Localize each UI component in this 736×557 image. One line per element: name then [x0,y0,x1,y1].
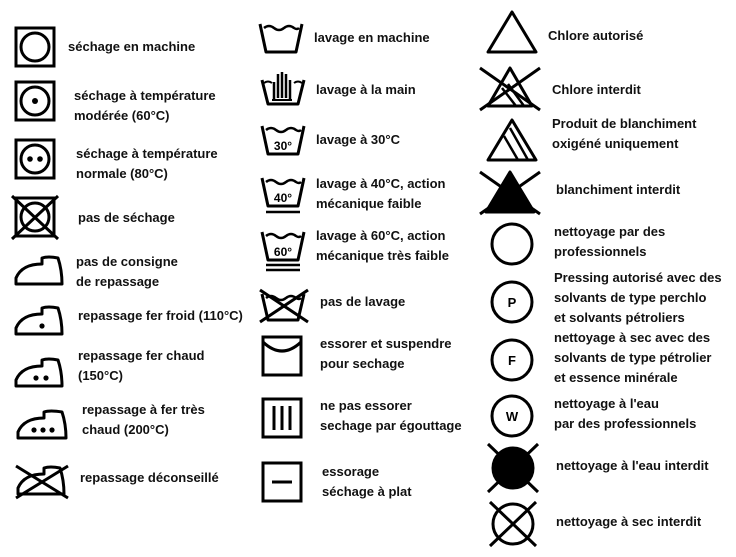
solvent-letter-f: F [508,353,516,368]
wash-temp-60: 60° [273,245,293,259]
label-no-dry: pas de séchage [78,210,175,225]
label-dry-clean-f: nettoyage à sec avec des solvants de type pétrolier et essence minérale [554,330,712,385]
no-wash-icon [256,286,312,324]
iron-icon [12,252,66,288]
bleach-allowed-icon [484,8,540,56]
professional-clean-icon [488,220,536,268]
solvent-letter-w: W [505,409,519,424]
label-wet-clean: nettoyage à l'eau par des professionnels [554,396,697,431]
label-wash-40: lavage à 40°C, action mécanique faible [316,176,446,211]
drip-dry-icon [260,396,306,442]
no-iron-icon [12,460,72,500]
machine-wash-icon [256,18,306,56]
label-drip-dry: ne pas essorer sechage par égouttage [320,398,462,433]
label-iron-warm: repassage fer chaud (150°C) [78,348,205,383]
wet-clean-icon [488,392,536,440]
label-no-iron: repassage déconseillé [80,470,219,485]
label-flat-dry: essorage séchage à plat [322,464,412,499]
wash-40-gentle-icon [258,172,308,218]
dry-clean-p-icon [488,278,536,326]
tumble-dry-normal-heat-icon [14,138,58,182]
no-tumble-dry-icon [8,194,62,242]
no-chlorine-icon [476,62,544,114]
label-wash-machine: lavage en machine [314,30,430,45]
label-no-dry-clean: nettoyage à sec interdit [556,514,702,529]
label-dry-normal: séchage à température normale (80°C) [76,146,218,181]
label-bleach-ok: Chlore autorisé [548,28,644,43]
no-dry-clean-icon [484,496,542,552]
label-wash-60: lavage à 60°C, action mécanique très faible [316,228,449,263]
iron-high-icon [14,406,72,442]
no-wet-clean-icon [484,440,542,496]
label-iron-hot: repassage à fer très chaud (200°C) [82,402,205,437]
label-pro-clean: nettoyage par des professionnels [554,224,666,259]
label-wash-hand: lavage à la main [316,82,416,97]
line-dry-icon [260,334,306,380]
dry-clean-f-icon [488,336,536,384]
label-oxygen-bleach: Produit de blanchiment oxigéné uniquement [552,116,697,151]
label-wash-30: lavage à 30°C [316,132,400,147]
label-no-bleach: blanchiment interdit [556,182,681,197]
solvent-letter-p: P [507,295,517,310]
label-no-chlorine: Chlore interdit [552,82,641,97]
iron-low-icon [12,302,66,338]
wash-temp-40: 40° [273,191,293,205]
iron-medium-icon [12,354,66,390]
wash-temp-30: 30° [273,139,293,153]
label-no-wet-clean: nettoyage à l'eau interdit [556,458,709,473]
label-dry-moderate: séchage à température modérée (60°C) [74,88,216,123]
label-iron-any: pas de consigne de repassage [76,254,178,289]
wash-60-very-gentle-icon [258,226,308,274]
oxygen-bleach-icon [484,116,540,164]
label-no-wash: pas de lavage [320,294,406,309]
tumble-dry-icon [14,26,58,70]
tumble-dry-low-heat-icon [14,80,58,124]
label-hang-dry: essorer et suspendre pour sechage [320,336,452,371]
label-dry-clean-p: Pressing autorisé avec des solvants de type perchlo et solvants pétroliers [554,270,722,325]
wash-30-icon [258,120,308,158]
flat-dry-icon [260,460,306,506]
no-bleach-icon [476,166,544,218]
label-dry-machine: séchage en machine [68,39,196,54]
label-iron-cold: repassage fer froid (110°C) [78,308,243,323]
hand-wash-icon [258,68,308,108]
